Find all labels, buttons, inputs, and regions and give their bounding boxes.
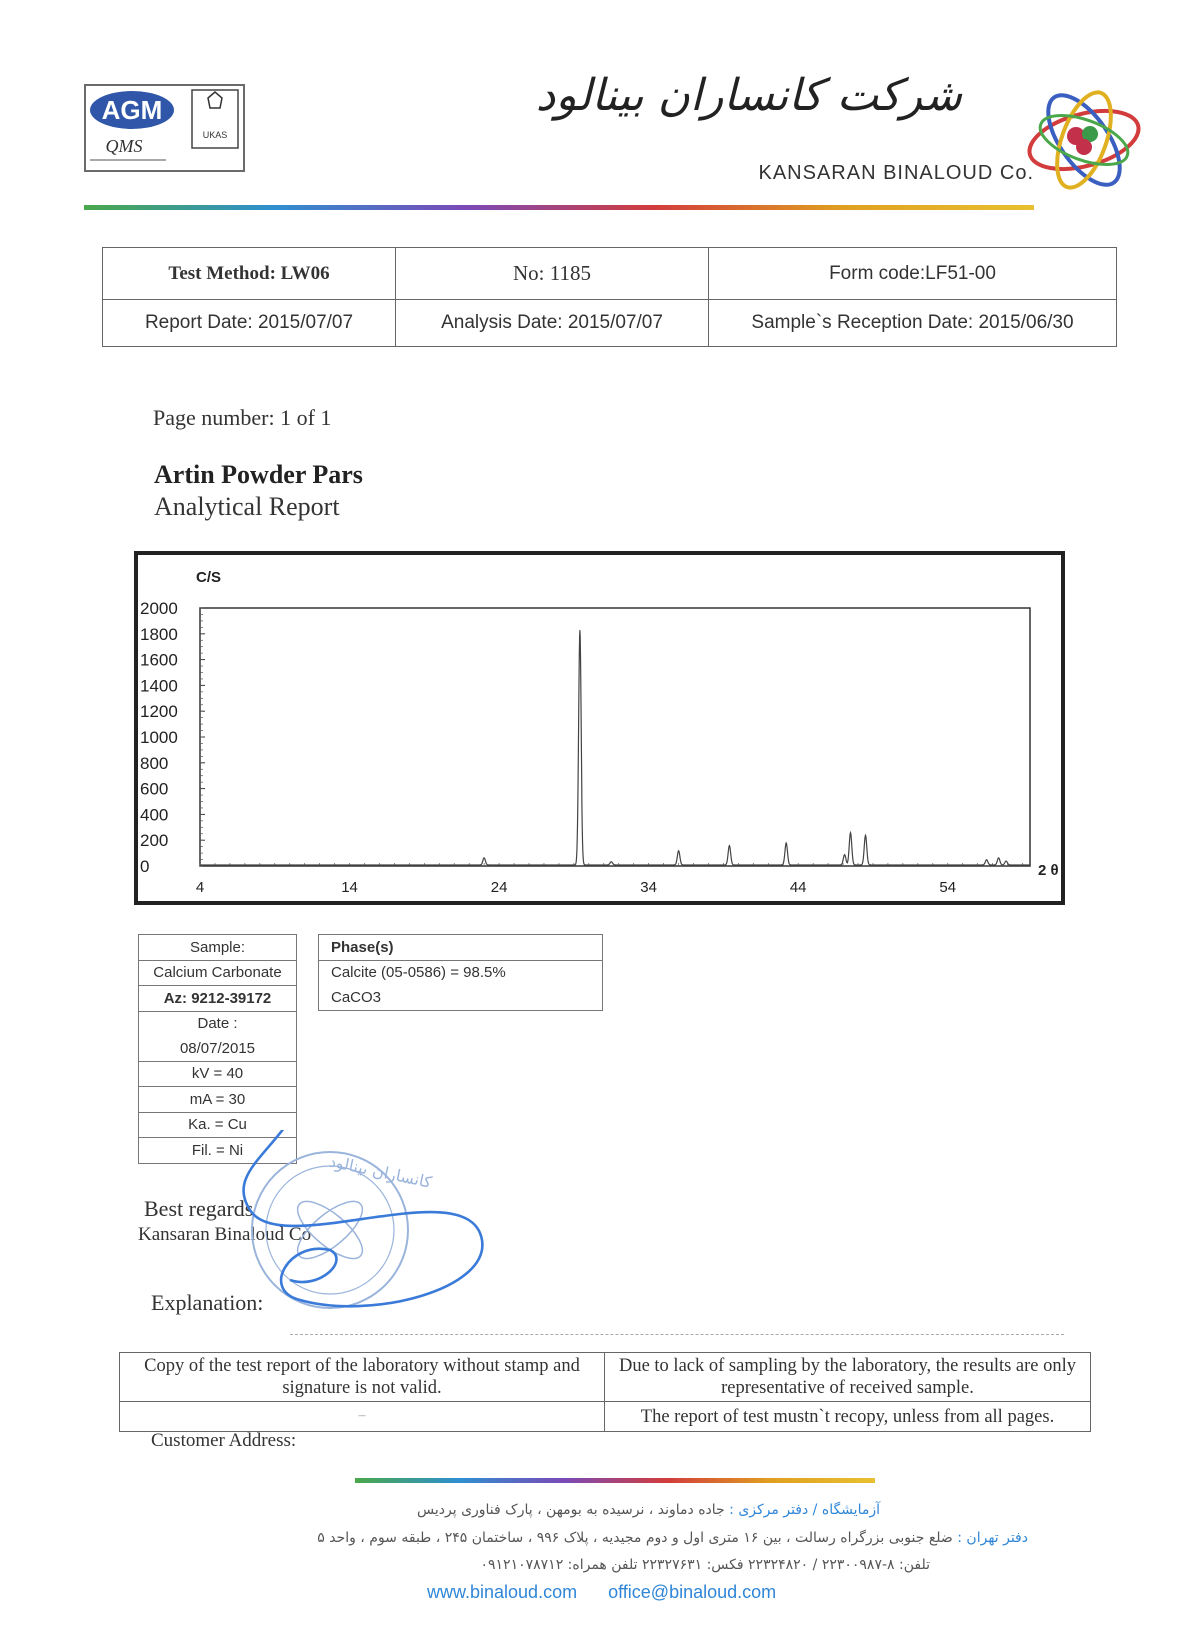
x-tick-label: 14 — [341, 879, 358, 896]
note-stamp-validity: Copy of the test report of the laboratory without stamp and signature is not valid. — [120, 1353, 605, 1402]
info-table — [102, 247, 1117, 347]
y-tick-label: 600 — [140, 779, 169, 799]
x-tick-label: 24 — [490, 879, 508, 896]
phase-header: Phase(s) — [319, 935, 603, 961]
footer-tehran-address — [317, 1530, 1028, 1546]
report-organization: Artin Powder Pars — [154, 460, 363, 489]
y-tick-label: 200 — [140, 831, 169, 851]
test-method: Test Method: LW06 — [103, 248, 396, 300]
header-divider — [84, 205, 1034, 210]
sample-filter: Fil. = Ni — [139, 1138, 297, 1164]
y-tick-label: 800 — [140, 753, 169, 773]
crown-icon — [208, 92, 222, 108]
company-name-fa: شرکت کانساران بینالود — [535, 70, 962, 121]
x-tick-label: 44 — [789, 879, 807, 896]
x-tick-label: 54 — [939, 879, 957, 896]
note-sampling: Due to lack of sampling by the laboratory, the results are only representative of received sample. — [605, 1353, 1091, 1402]
atom-logo-icon — [1024, 84, 1144, 196]
notes-table — [119, 1352, 1091, 1432]
sample-name: Calcium Carbonate — [139, 960, 297, 986]
y-tick-label: 1800 — [140, 624, 178, 644]
page-number: Page number: 1 of 1 — [153, 405, 332, 430]
stamp-text: کانساران بینالود — [327, 1151, 434, 1192]
plot-area — [200, 608, 1030, 866]
explanation-label: Explanation: — [151, 1290, 264, 1315]
phase-table — [318, 934, 603, 1011]
sample-date-label: Date : — [139, 1011, 297, 1036]
y-tick-label: 1600 — [140, 650, 178, 670]
signature-stroke — [243, 1130, 482, 1306]
sample-kv: kV = 40 — [139, 1061, 297, 1087]
phase-formula: CaCO3 — [319, 985, 603, 1010]
xrd-chart — [134, 551, 1065, 905]
note-recopy: The report of test mustn`t recopy, unless from all pages. — [605, 1402, 1091, 1432]
analysis-date: Analysis Date: 2015/07/07 — [396, 300, 709, 347]
chart-xlabel: 2 θ — [1038, 862, 1059, 879]
sample-ma: mA = 30 — [139, 1087, 297, 1113]
phase-calcite: Calcite (05-0586) = 98.5% — [319, 960, 603, 985]
report-date: Report Date: 2015/07/07 — [103, 300, 396, 347]
email-link[interactable]: office@binaloud.com — [608, 1582, 777, 1602]
chart-svg — [138, 555, 1061, 901]
y-tick-label: 1000 — [140, 728, 178, 747]
company-name-en: KANSARAN BINALOUD Co. — [758, 162, 1034, 184]
y-axis — [140, 599, 205, 876]
y-tick-label: 0 — [140, 857, 150, 876]
reception-date: Sample`s Reception Date: 2015/06/30 — [709, 300, 1117, 347]
x-tick-label: 4 — [195, 879, 205, 896]
footer-tehran-label: دفتر تهران : — [957, 1530, 1028, 1546]
sample-az: Az: 9212-39172 — [139, 986, 297, 1012]
cert-logo-sub: QMS — [105, 136, 143, 156]
footer-lab-label: آزمایشگاه / دفتر مرکزی : — [729, 1502, 880, 1518]
footer-lab-address — [417, 1502, 880, 1518]
y-tick-label: 1200 — [140, 702, 178, 722]
sample-ka: Ka. = Cu — [139, 1112, 297, 1138]
report-number: No: 1185 — [396, 248, 709, 300]
dashed-separator — [290, 1334, 1064, 1335]
x-tick-label: 34 — [640, 879, 657, 896]
diffraction-trace — [200, 630, 1030, 865]
sample-date: 08/07/2015 — [139, 1036, 297, 1061]
footer-tehran-text: ضلع جنوبی بزرگراه رسالت ، بین ۱۶ متری اول و دوم مجیدیه ، پلاک ۹۹۶ ، ساختمان ۲۴۵ ، طبقه سوم ، واحد ۵ — [317, 1530, 953, 1546]
report-title: Analytical Report — [154, 492, 340, 521]
certification-logo — [84, 84, 245, 172]
chart-ylabel: C/S — [196, 569, 222, 586]
form-code: Form code:LF51-00 — [709, 248, 1117, 300]
footer-phones: تلفن: ۸-۲۲۳۰۰۹۸۷ / ۲۲۳۲۴۸۲۰ فکس: ۲۲۳۲۷۶۳۱ تلفن همراه: ۰۹۱۲۱۰۷۸۷۱۲ — [480, 1557, 930, 1573]
note-empty: – — [120, 1402, 605, 1432]
cert-logo-text: AGM — [101, 95, 163, 125]
footer-divider — [355, 1478, 875, 1483]
regards-company: Kansaran Binaloud Co — [138, 1224, 312, 1245]
y-tick-label: 1400 — [140, 676, 178, 696]
ukas-text: UKAS — [202, 130, 228, 140]
y-tick-label: 400 — [140, 805, 169, 825]
footer-lab-text: جاده دماوند ، نرسیده به بومهن ، پارک فناوری پردیس — [417, 1502, 725, 1518]
sample-label: Sample: — [139, 935, 297, 961]
footer-links — [427, 1582, 802, 1603]
regards-line: Best regards — [144, 1196, 254, 1221]
x-axis — [196, 863, 1023, 896]
website-link[interactable]: www.binaloud.com — [427, 1582, 578, 1602]
customer-address-label: Customer Address: — [151, 1430, 297, 1451]
y-tick-label: 2000 — [140, 599, 178, 618]
